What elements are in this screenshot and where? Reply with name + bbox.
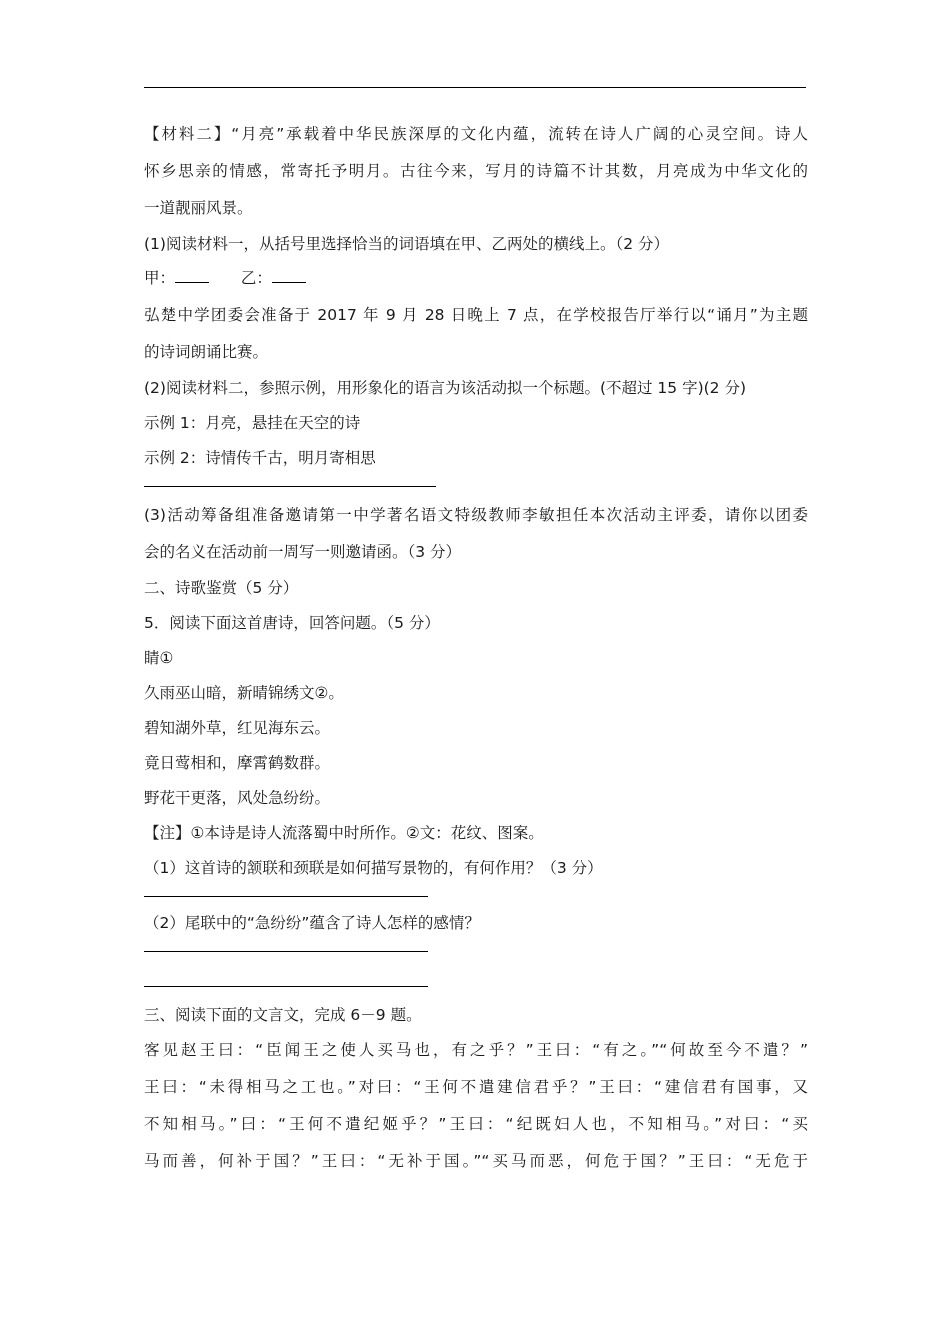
material2-line-2: 怀乡思亲的情感，常寄托予明月。古往今来，写月的诗篇不计其数，月亮成为中华文化的: [144, 162, 808, 180]
yi-blank[interactable]: [272, 268, 306, 283]
classical-text-line-4: 马而善，何补于国？”王曰：“无补于国。”“买马而恶，何危于国？”王曰：“无危于: [144, 1152, 808, 1170]
sub1-answer-line[interactable]: [144, 896, 428, 897]
yi-label: 乙：: [240, 269, 272, 287]
poem-note: 【注】①本诗是诗人流落蜀中时所作。②文：花纹、图案。: [144, 824, 544, 842]
q2-answer-line[interactable]: [144, 486, 436, 487]
classical-text-line-3: 不知相马。”曰：“王何不遣纪姬乎？”王曰：“纪既妇人也，不知相马。”对曰：“买: [144, 1115, 808, 1133]
jia-blank[interactable]: [175, 268, 209, 283]
sub2-answer-line-1[interactable]: [144, 951, 428, 952]
event-line-2: 的诗词朗诵比赛。: [144, 343, 269, 361]
example-1: 示例 1：月亮，悬挂在天空的诗: [144, 414, 361, 432]
example-2: 示例 2：诗情传千古，明月寄相思: [144, 449, 376, 467]
question-5: 5．阅读下面这首唐诗，回答问题。（5 分）: [144, 614, 440, 632]
material2-line-1: 【材料二】“月亮”承载着中华民族深厚的文化内蕴，流转在诗人广阔的心灵空间。诗人: [144, 125, 808, 143]
event-line-1: 弘楚中学团委会准备于 2017 年 9 月 28 日晚上 7 点，在学校报告厅举行以“诵月”为主题: [144, 306, 808, 324]
poem-line-1: 久雨巫山暗，新晴锦绣文②。: [144, 684, 344, 702]
poem-title: 睛①: [144, 649, 174, 667]
poem-line-2: 碧知湖外草，红见海东云。: [144, 719, 331, 737]
material2-line-3: 一道靓丽风景。: [144, 199, 253, 217]
classical-text-line-1: 客见赵王曰：“臣闻王之使人买马也，有之乎？”王曰：“有之。”“何故至今不遣？”: [144, 1041, 808, 1059]
sub2-answer-line-2[interactable]: [144, 986, 428, 987]
sub-question-1: （1）这首诗的颔联和颈联是如何描写景物的，有何作用？（3 分）: [144, 859, 603, 877]
question-1: (1)阅读材料一，从括号里选择恰当的词语填在甲、乙两处的横线上。（2 分）: [144, 235, 669, 253]
question-3-line-2: 会的名义在活动前一周写一则邀请函。（3 分）: [144, 543, 462, 561]
document-body: [144, 124, 808, 1171]
poem-line-3: 竟日莺相和，摩霄鹤数群。: [144, 754, 331, 772]
question-2: (2)阅读材料二，参照示例，用形象化的语言为该活动拟一个标题。(不超过 15 字)(2 分): [144, 379, 747, 397]
jia-label: 甲：: [144, 269, 176, 287]
sub-question-2: （2）尾联中的“急纷纷”蕴含了诗人怎样的感情？: [144, 914, 480, 932]
poem-line-4: 野花干更落，风处急纷纷。: [144, 789, 331, 807]
section-2-heading: 二、诗歌鉴赏（5 分）: [144, 579, 299, 597]
header-rule: [144, 87, 806, 88]
classical-text-line-2: 王曰：“未得相马之工也。”对曰：“王何不遣建信君乎？”王曰：“建信君有国事，又: [144, 1078, 808, 1096]
q1-answer-blanks: [144, 268, 808, 288]
question-3-line-1: (3)活动筹备组准备邀请第一中学著名语文特级教师李敏担任本次活动主评委，请你以团委: [144, 506, 808, 524]
section-3-heading: 三、阅读下面的文言文，完成 6－9 题。: [144, 1006, 422, 1024]
